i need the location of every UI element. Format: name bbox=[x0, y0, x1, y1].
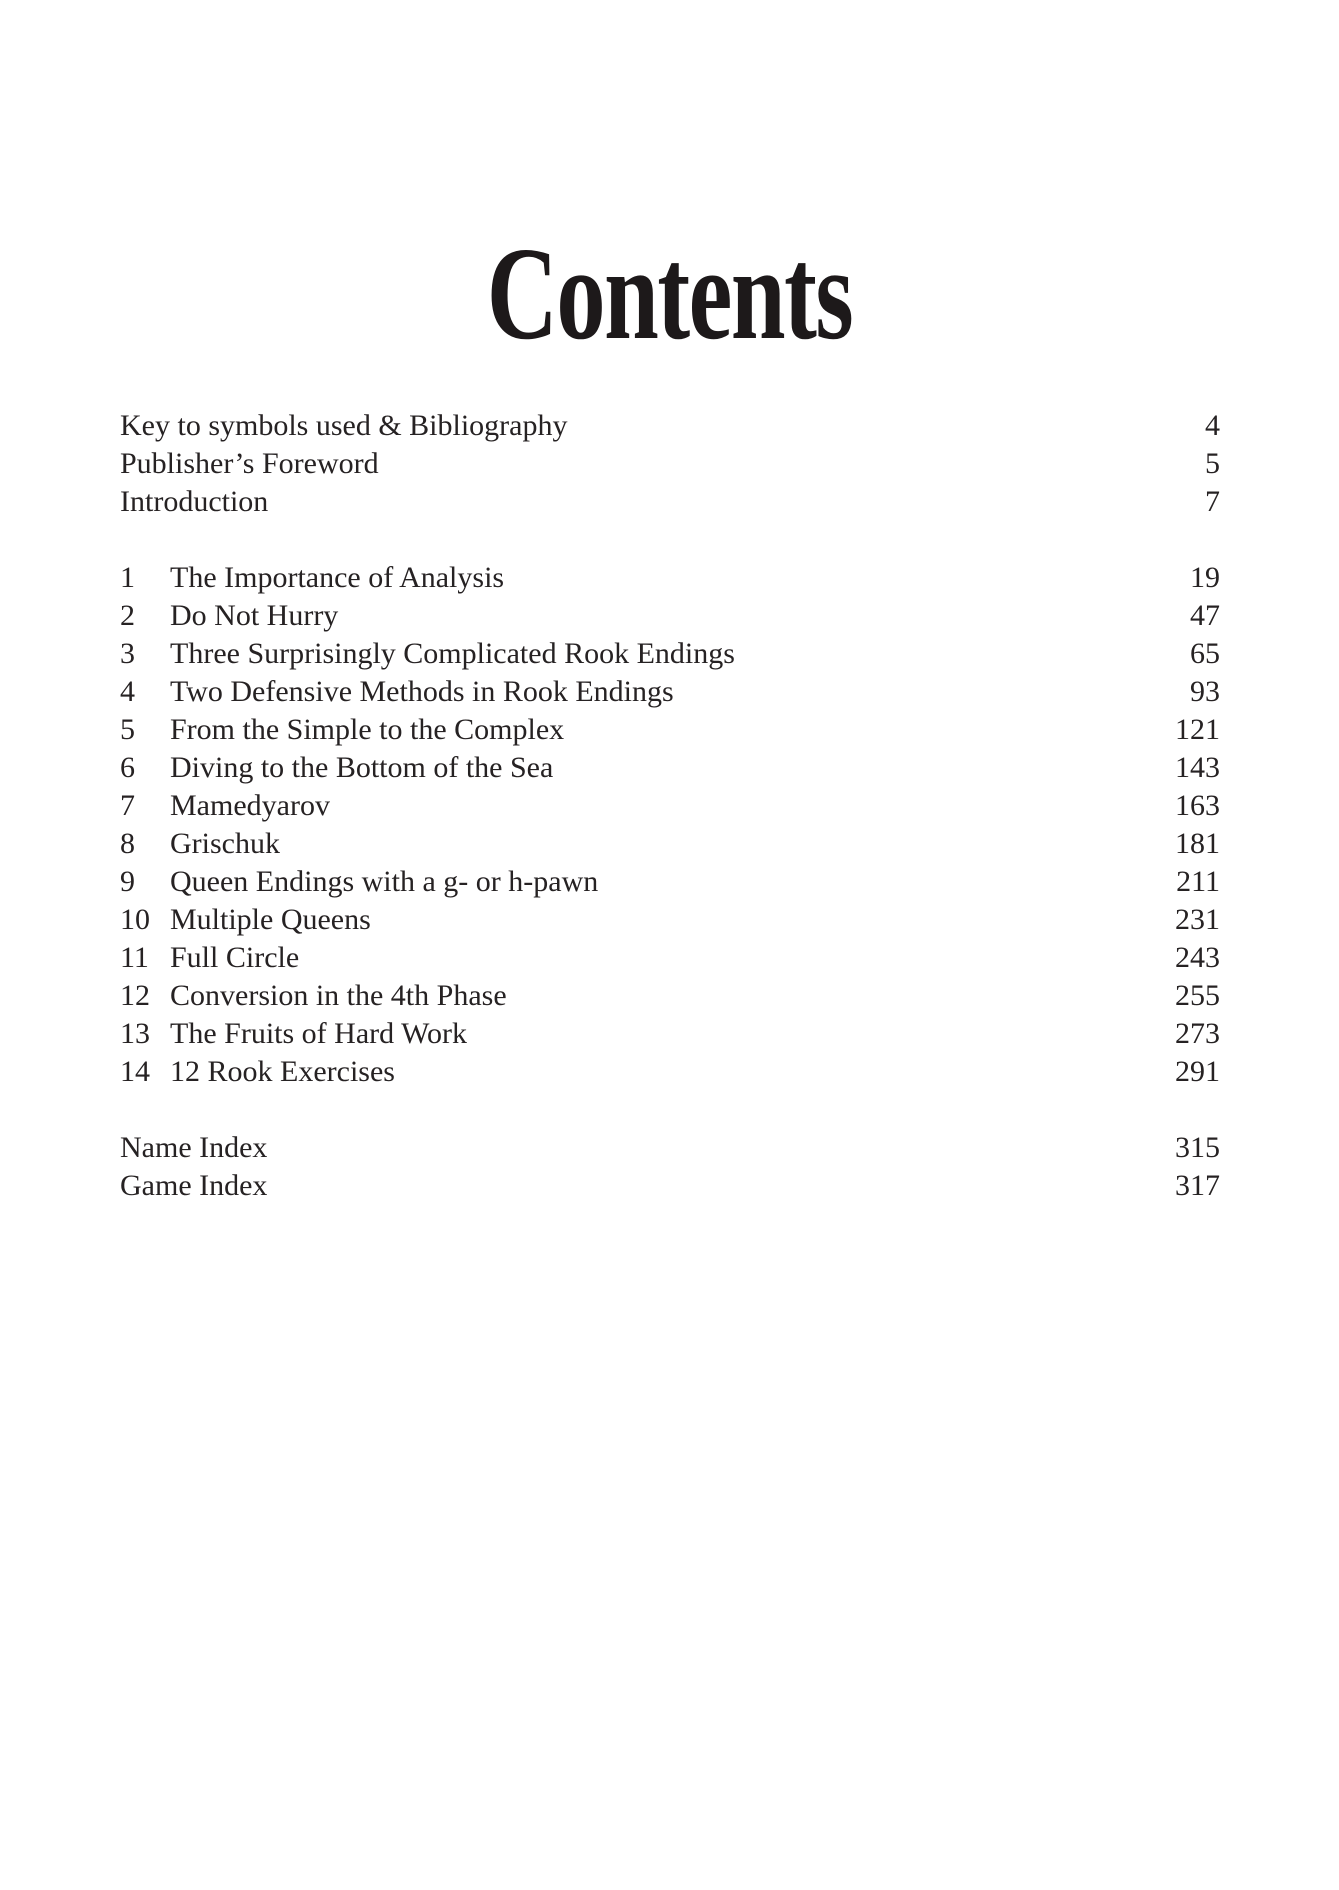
toc-row-chapter bbox=[120, 1015, 1220, 1053]
toc-row-chapter bbox=[120, 635, 1220, 673]
chapter-title: Grischuk bbox=[170, 827, 280, 860]
chapter-number: 1 bbox=[120, 561, 135, 594]
toc-page-number: 7 bbox=[1205, 485, 1220, 518]
toc-page-number: 291 bbox=[1175, 1055, 1220, 1088]
toc-row-chapter bbox=[120, 673, 1220, 711]
toc-row-chapter bbox=[120, 1053, 1220, 1091]
toc-page-number: 143 bbox=[1175, 751, 1220, 784]
toc-row-front-matter bbox=[120, 483, 1220, 521]
toc-page-number: 231 bbox=[1175, 903, 1220, 936]
table-of-contents bbox=[120, 407, 1220, 1205]
toc-page-number: 19 bbox=[1190, 561, 1220, 594]
toc-row-chapter bbox=[120, 559, 1220, 597]
chapter-number: 14 bbox=[120, 1055, 150, 1088]
toc-row-chapter bbox=[120, 749, 1220, 787]
chapter-number: 11 bbox=[120, 941, 149, 974]
chapter-number: 7 bbox=[120, 789, 135, 822]
chapter-title: Multiple Queens bbox=[170, 903, 371, 936]
chapter-number: 9 bbox=[120, 865, 135, 898]
chapter-title: Two Defensive Methods in Rook Endings bbox=[170, 675, 674, 708]
page-title: Contents bbox=[486, 219, 853, 368]
chapter-title: Diving to the Bottom of the Sea bbox=[170, 751, 554, 784]
chapter-number: 5 bbox=[120, 713, 135, 746]
toc-row-chapter bbox=[120, 977, 1220, 1015]
toc-page-number: 93 bbox=[1190, 675, 1220, 708]
section-spacer bbox=[120, 1091, 1220, 1129]
chapter-title: Three Surprisingly Complicated Rook Endings bbox=[170, 637, 735, 670]
chapter-number: 13 bbox=[120, 1017, 150, 1050]
toc-page-number: 121 bbox=[1175, 713, 1220, 746]
toc-page-number: 181 bbox=[1175, 827, 1220, 860]
toc-row-chapter bbox=[120, 863, 1220, 901]
chapter-title: Conversion in the 4th Phase bbox=[170, 979, 507, 1012]
toc-page-number: 317 bbox=[1175, 1169, 1220, 1202]
toc-entry-label: Publisher’s Foreword bbox=[120, 447, 379, 480]
toc-row-chapter bbox=[120, 939, 1220, 977]
toc-entry-label: Introduction bbox=[120, 485, 269, 518]
toc-row-chapter bbox=[120, 901, 1220, 939]
chapter-title: The Fruits of Hard Work bbox=[170, 1017, 467, 1050]
chapter-number: 2 bbox=[120, 599, 135, 632]
toc-row-front-matter bbox=[120, 407, 1220, 445]
toc-page-number: 47 bbox=[1190, 599, 1220, 632]
toc-page-number: 5 bbox=[1205, 447, 1220, 480]
chapter-title: Do Not Hurry bbox=[170, 599, 339, 632]
chapter-title: Queen Endings with a g- or h-pawn bbox=[170, 865, 599, 898]
toc-entry-label: Name Index bbox=[120, 1131, 268, 1164]
toc-page-number: 65 bbox=[1190, 637, 1220, 670]
toc-page-number: 163 bbox=[1175, 789, 1220, 822]
toc-page-number: 243 bbox=[1175, 941, 1220, 974]
toc-page-number: 273 bbox=[1175, 1017, 1220, 1050]
chapter-number: 10 bbox=[120, 903, 150, 936]
toc-entry-label: Game Index bbox=[120, 1169, 268, 1202]
section-spacer bbox=[120, 521, 1220, 559]
toc-row-chapter bbox=[120, 711, 1220, 749]
toc-row-chapter bbox=[120, 597, 1220, 635]
toc-row-index bbox=[120, 1167, 1220, 1205]
chapter-number: 12 bbox=[120, 979, 150, 1012]
toc-row-chapter bbox=[120, 825, 1220, 863]
chapter-title: Full Circle bbox=[170, 941, 300, 974]
toc-page-number: 211 bbox=[1176, 865, 1220, 898]
toc-row-index bbox=[120, 1129, 1220, 1167]
chapter-number: 6 bbox=[120, 751, 135, 784]
chapter-title: Mamedyarov bbox=[170, 789, 330, 822]
chapter-title: From the Simple to the Complex bbox=[170, 713, 565, 746]
toc-row-front-matter bbox=[120, 445, 1220, 483]
chapter-number: 8 bbox=[120, 827, 135, 860]
toc-entry-label: Key to symbols used & Bibliography bbox=[120, 409, 568, 442]
chapter-title: 12 Rook Exercises bbox=[170, 1055, 395, 1088]
toc-row-chapter bbox=[120, 787, 1220, 825]
chapter-number: 4 bbox=[120, 675, 135, 708]
toc-page-number: 4 bbox=[1205, 409, 1220, 442]
chapter-number: 3 bbox=[120, 637, 135, 670]
toc-page-number: 255 bbox=[1175, 979, 1220, 1012]
chapter-title: The Importance of Analysis bbox=[170, 561, 505, 594]
toc-page-number: 315 bbox=[1175, 1131, 1220, 1164]
